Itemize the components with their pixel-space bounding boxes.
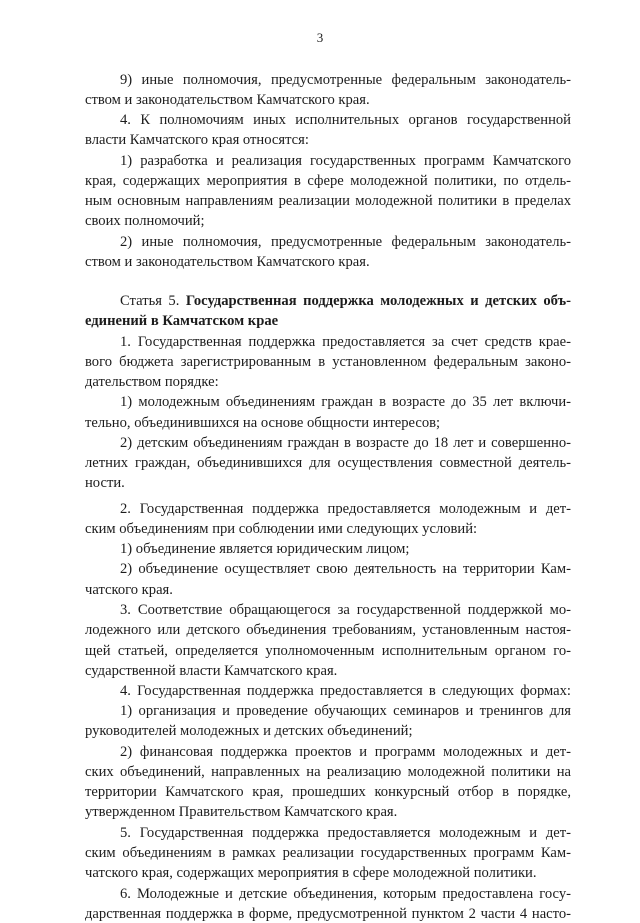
text-line: ством и законодательством Камчатского края.	[85, 92, 370, 108]
text-line: летних граждан, объединившихся для осуществления совместной деятель-	[85, 455, 571, 471]
article-title: Государственная поддержка молодежных и детских объ-	[185, 293, 571, 309]
text-line: 6. Молодежные и детские объединения, которым предоставлена госу-	[120, 886, 571, 902]
text-line: тельно, объединившихся на основе общности интересов;	[85, 415, 441, 431]
text-line: ности.	[85, 475, 125, 491]
text-line: 5. Государственная поддержка предоставляется молодежным и дет-	[120, 825, 571, 841]
text-line: 2) детским объединениям граждан в возрасте до 18 лет и совершенно-	[120, 435, 571, 451]
text-line: лодежного или детского объединения требованиям, установленным настоя-	[85, 622, 571, 638]
text-line: 2) финансовая поддержка проектов и программ молодежных и дет-	[120, 744, 571, 760]
text-line: ским объединениям в рамках реализации государственных программ Кам-	[85, 845, 571, 861]
text-line: утвержденном Правительством Камчатского края.	[85, 804, 398, 820]
text-line: 1) объединение является юридическим лицом;	[120, 541, 410, 557]
text-line: края, содержащих мероприятия в сфере молодежной политики, по отдель-	[85, 173, 571, 189]
text-line: 2. Государственная поддержка предоставляется молодежным и дет-	[120, 501, 571, 517]
text-line: чатского края.	[85, 582, 173, 598]
text-line: ским объединениям при соблюдении ими следующих условий:	[85, 521, 478, 537]
text-line: 3. Соответствие обращающегося за государственной поддержкой мо-	[120, 602, 571, 618]
text-line: ством и законодательством Камчатского края.	[85, 254, 370, 270]
text-line: 9) иные полномочия, предусмотренные федеральным законодатель-	[120, 72, 571, 88]
article-heading	[120, 293, 571, 310]
text-line: 1. Государственная поддержка предоставляется за счет средств крае-	[120, 334, 571, 350]
text-line: сударственной власти Камчатского края.	[85, 663, 338, 679]
text-line: 2) объединение осуществляет свою деятельность на территории Кам-	[120, 561, 571, 577]
text-line: вого бюджета зарегистрированным в установленном федеральным законо-	[85, 354, 571, 370]
text-line: 1) организация и проведение обучающих семинаров и тренингов для	[120, 703, 571, 719]
text-line: чатского края, содержащих мероприятия в сфере молодежной политики.	[85, 865, 537, 881]
text-line: 2) иные полномочия, предусмотренные федеральным законодатель-	[120, 234, 571, 250]
text-line: своих полномочий;	[85, 213, 205, 229]
text-line: щей статьей, определяется уполномоченным исполнительным органом го-	[85, 643, 571, 659]
text-line: 4. Государственная поддержка предоставляется в следующих формах:	[120, 683, 571, 699]
article-title-continuation: единений в Камчатском крае	[85, 313, 279, 329]
text-line: дарственная поддержка в форме, предусмотренной пунктом 2 части 4 насто-	[85, 906, 571, 922]
text-line: власти Камчатского края относятся:	[85, 132, 309, 148]
text-line: ным основным направлениям реализации молодежной политики в пределах	[85, 193, 571, 209]
text-line: территории Камчатского края, прошедших конкурсный отбор в порядке,	[85, 784, 571, 800]
text-line: 4. К полномочиям иных исполнительных органов государственной	[120, 112, 571, 128]
text-line: дательством порядке:	[85, 374, 219, 390]
text-line: 1) разработка и реализация государственных программ Камчатского	[120, 153, 571, 169]
text-line: 1) молодежным объединениям граждан в возрасте до 35 лет включи-	[120, 394, 571, 410]
text-line: ских объединений, направленных на реализацию молодежной политики на	[85, 764, 571, 780]
text-line: руководителей молодежных и детских объединений;	[85, 723, 413, 739]
article-number: Статья 5.	[120, 293, 180, 309]
page-number: 3	[316, 30, 324, 45]
